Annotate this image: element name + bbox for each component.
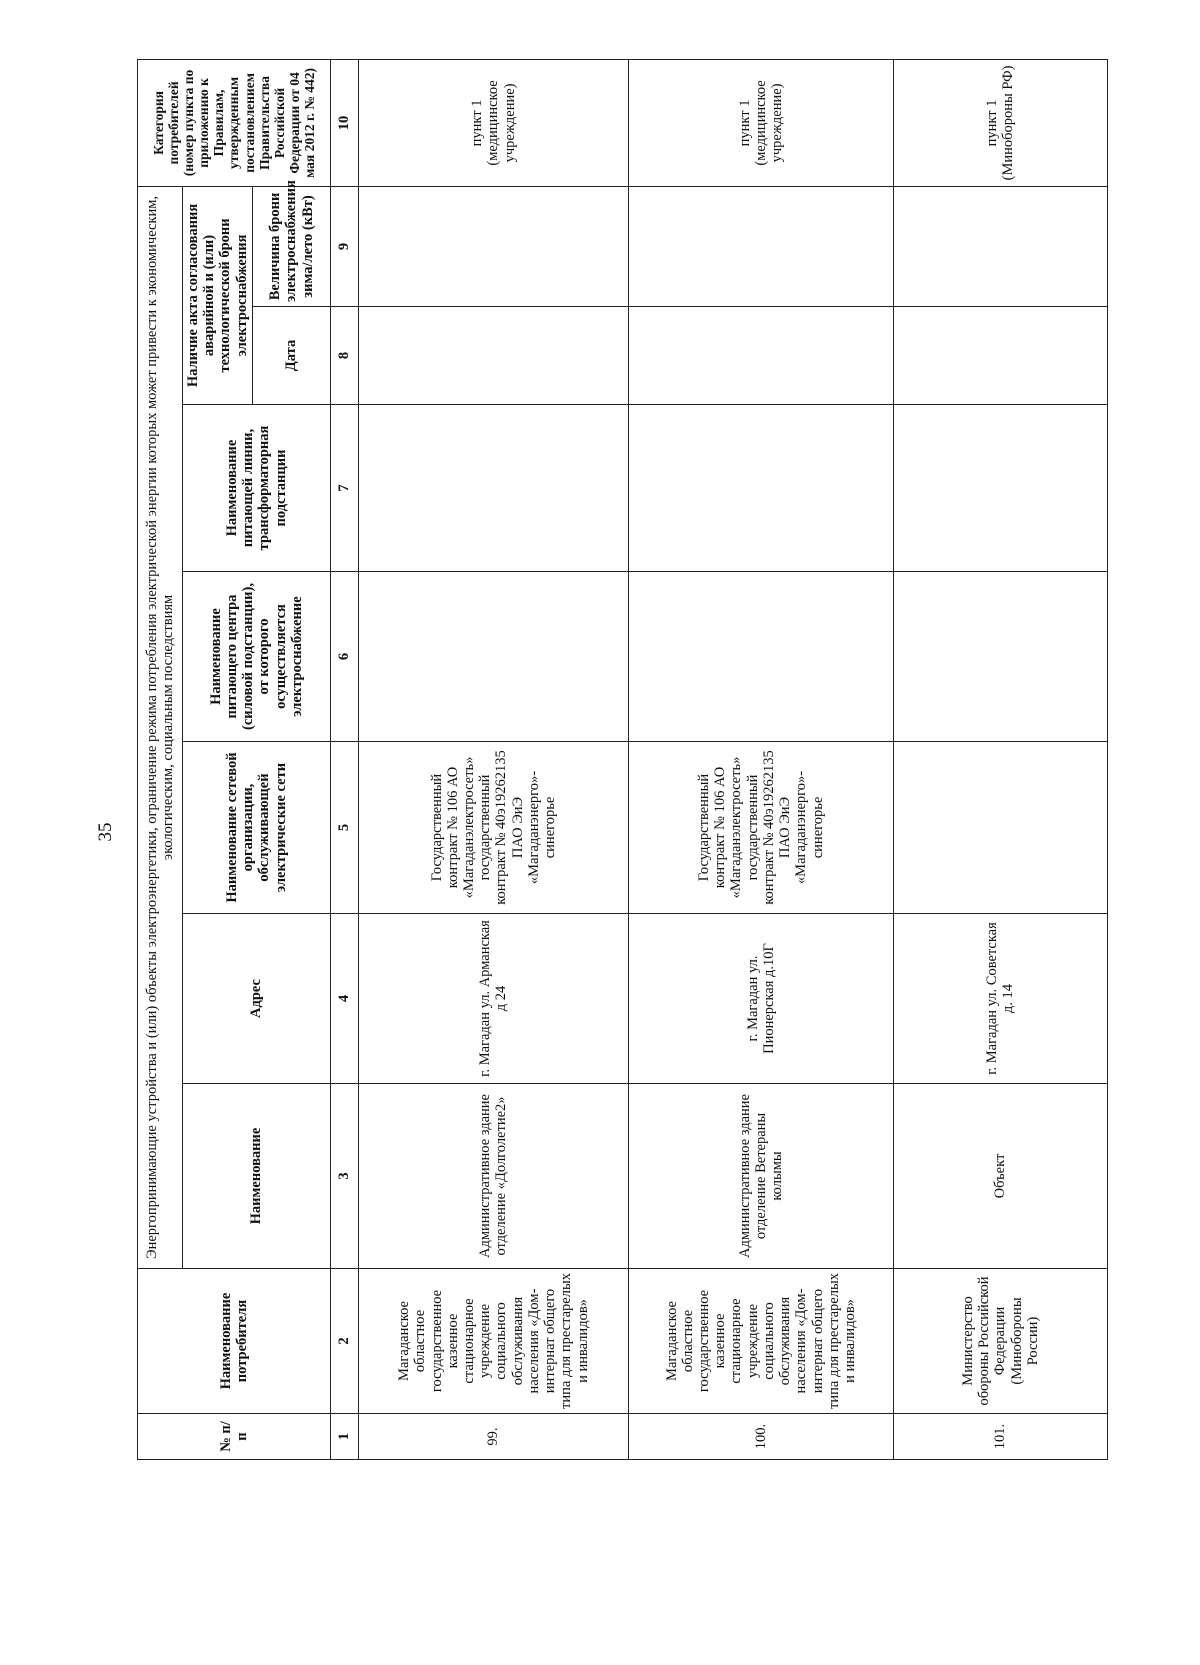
col-number: 2 (330, 1269, 358, 1414)
row-center (628, 572, 893, 742)
header-center: Наименование питающего центра (силовой подстанции), от которого осуществляется электроснабжение (183, 572, 331, 742)
column-numbers-row (330, 59, 358, 1459)
col-number: 1 (330, 1414, 358, 1460)
row-center (358, 572, 628, 742)
row-address: г. Магадан ул. Пионерская д.10Г (628, 914, 893, 1084)
header-line: Наименование питающей линии, трансформаторная подстанции (183, 405, 331, 572)
table-row (893, 59, 1107, 1459)
table-row (358, 59, 628, 1459)
row-line (628, 405, 893, 572)
header-row-1 (138, 59, 183, 1459)
consumers-table (137, 59, 1108, 1460)
header-name: Наименование (183, 1084, 331, 1269)
row-num: 101. (893, 1414, 1107, 1460)
row-date (358, 307, 628, 405)
row-consumer: Магаданское областное государственное казенное стационарное учреждение социального обслуживания населения «Дом-интернат общего типа для престарелых и инвалидов» (628, 1269, 893, 1414)
col-number: 7 (330, 405, 358, 572)
col-number: 10 (330, 59, 358, 186)
col-number: 3 (330, 1084, 358, 1269)
header-consumer: Наименование потребителя (138, 1269, 331, 1414)
row-category: пункт 1 (медицинское учреждение) (628, 59, 893, 186)
row-category: пункт 1 (медицинское учреждение) (358, 59, 628, 186)
header-row-2 (183, 59, 253, 1459)
row-consumer: Магаданское областное государственное казенное стационарное учреждение социального обслуживания населения «Дом-интернат общего типа для престарелых и инвалидов» (358, 1269, 628, 1414)
col-number: 5 (330, 742, 358, 914)
row-address: г. Магадан ул. Арманская д 24 (358, 914, 628, 1084)
header-date: Дата (252, 307, 330, 405)
header-num: № п/п (138, 1414, 331, 1460)
col-number: 9 (330, 186, 358, 306)
header-network: Наименование сетевой организации, обслуживающей электрические сети (183, 742, 331, 914)
page-number: 35 (95, 822, 116, 842)
row-network: Государственный контракт № 106 АО «Магаданэлектросеть» государственный контракт № 40э19262135 ПАО ЭиЭ «Магаданэнерго»-синегорье (628, 742, 893, 914)
header-reserve: Величина брони электроснабжения зима/лето (кВт) (252, 186, 330, 306)
row-network: Государственный контракт № 106 АО «Магаданэлектросеть» государственный контракт № 40э19262135 ПАО ЭиЭ «Магаданэнерго»-синегорье (358, 742, 628, 914)
row-network (893, 742, 1107, 914)
header-address: Адрес (183, 914, 331, 1084)
row-reserve (628, 186, 893, 306)
col-number: 6 (330, 572, 358, 742)
rotated-table-container (137, 60, 1097, 1460)
row-line (893, 405, 1107, 572)
row-num: 100. (628, 1414, 893, 1460)
row-category: пункт 1 (Минобороны РФ) (893, 59, 1107, 186)
row-date (628, 307, 893, 405)
row-consumer: Министерство обороны Российской Федерации (Минобороны России) (893, 1269, 1107, 1414)
row-name: Административное здание отделение «Долголетие2» (358, 1084, 628, 1269)
col-number: 8 (330, 307, 358, 405)
row-num: 99. (358, 1414, 628, 1460)
row-date (893, 307, 1107, 405)
col-number: 4 (330, 914, 358, 1084)
header-category: Категория потребителей (номер пункта по приложению к Правилам, утвержденным постановлением Правительства Российской Федерации от 04 мая 2012 г. № 442) (138, 59, 331, 186)
row-center (893, 572, 1107, 742)
row-name: Административное здание отделение Ветераны колымы (628, 1084, 893, 1269)
row-name: Объект (893, 1084, 1107, 1269)
header-act-group: Наличие акта согласования аварийной и (или) технологической брони электроснабжения (183, 186, 253, 404)
row-line (358, 405, 628, 572)
row-reserve (893, 186, 1107, 306)
table-row (628, 59, 893, 1459)
row-address: г. Магадан ул. Советская д. 14 (893, 914, 1107, 1084)
header-group-title: Энергопринимающие устройства и (или) объекты электроэнергетики, ограничение режима потребления электрической энергии которых может привести к экономическим, экологическим, социальным последствиям (138, 186, 183, 1268)
row-reserve (358, 186, 628, 306)
